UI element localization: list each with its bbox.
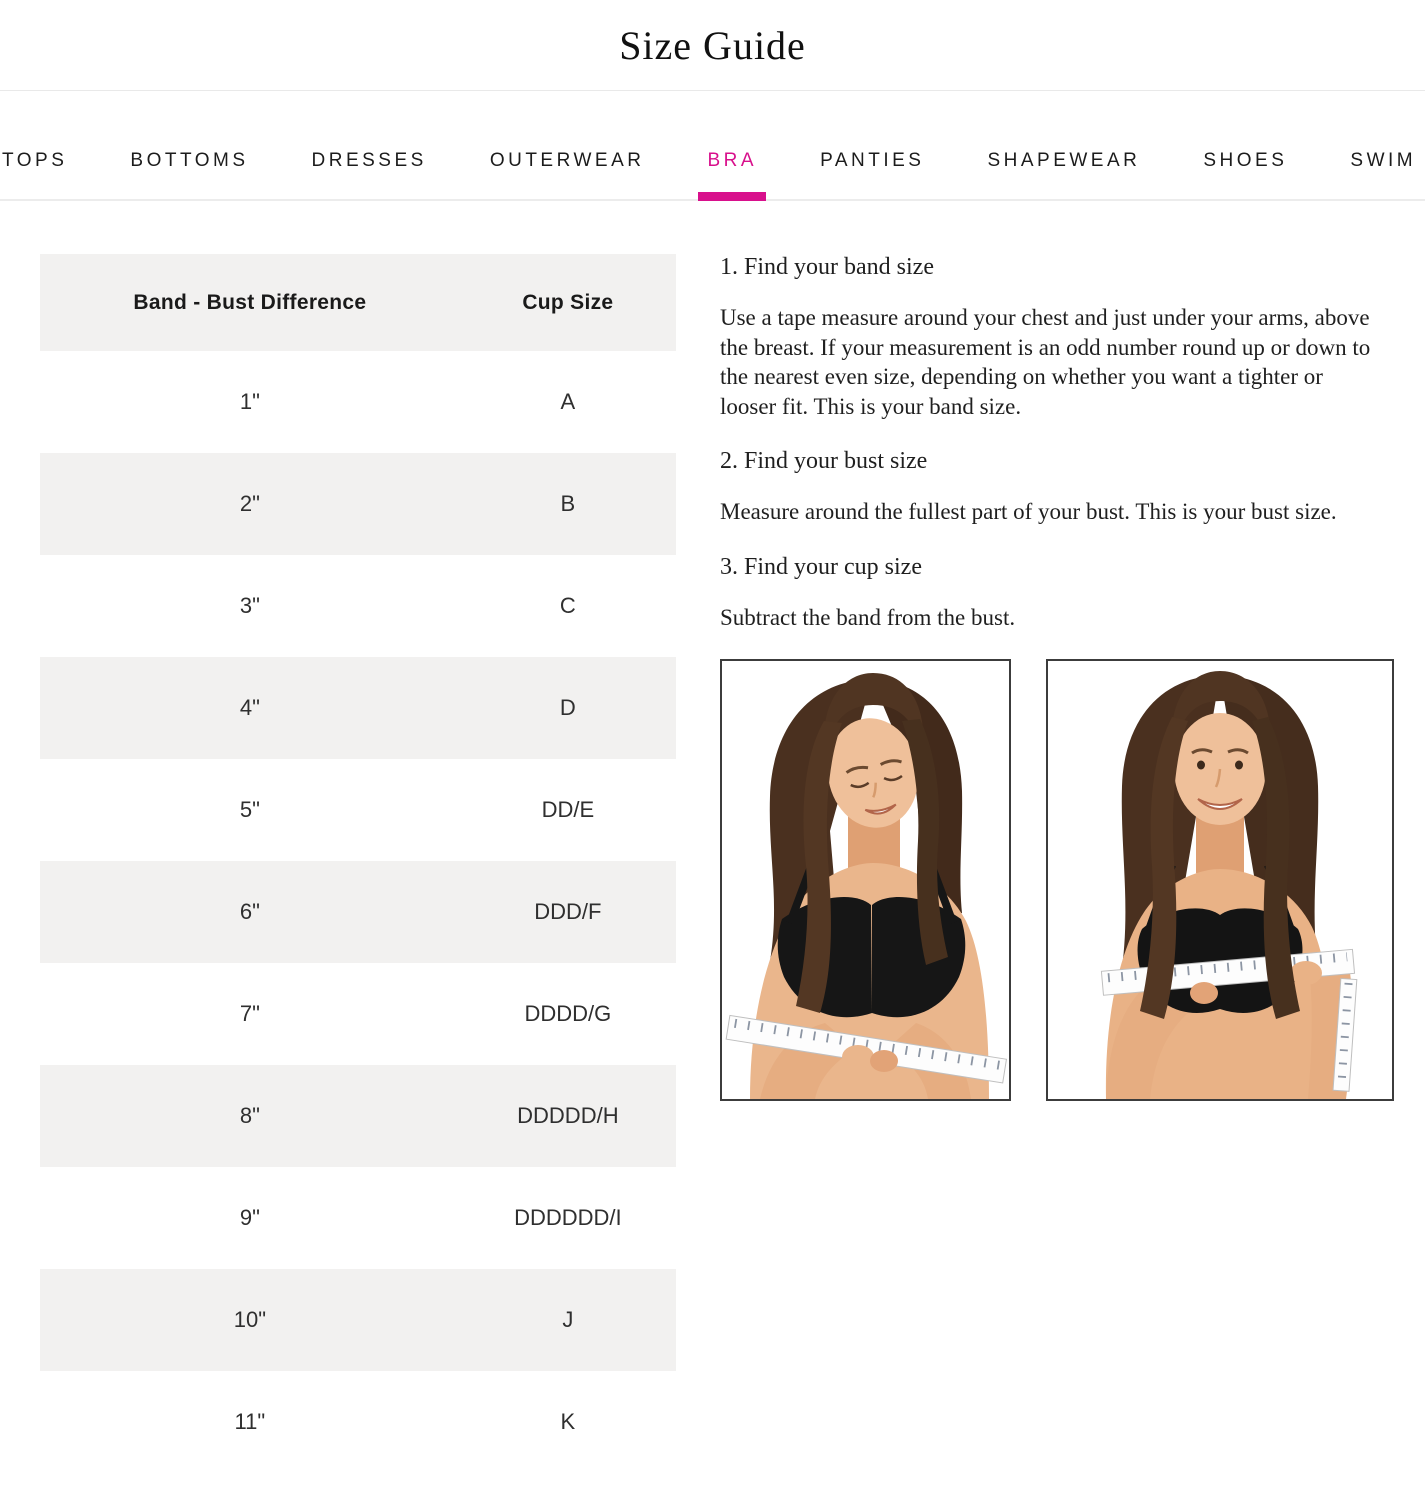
band-measurement-photo (720, 659, 1011, 1101)
measuring-photos (720, 659, 1400, 1101)
table-row (40, 351, 676, 453)
column-header-band-bust-difference: Band - Bust Difference (133, 290, 367, 314)
band-bust-difference-value: 7" (239, 1001, 260, 1026)
woman-measuring-bust-image (1048, 661, 1392, 1099)
table-row (40, 657, 676, 759)
step-3-heading: 3. Find your cup size (720, 553, 922, 580)
step-2-body: Measure around the fullest part of your bust. This is your bust size. (720, 499, 1337, 524)
cup-size-value: J (562, 1307, 574, 1332)
tab-dresses[interactable]: DRESSES (311, 150, 427, 171)
size-guide-content (0, 254, 1425, 1473)
cup-size-value: C (559, 593, 576, 618)
band-bust-difference-value: 9" (239, 1205, 260, 1230)
tab-bottoms[interactable]: BOTTOMS (130, 150, 249, 171)
measuring-instructions (720, 254, 1400, 1473)
cup-size-table (40, 254, 676, 1473)
step-1-heading: 1. Find your band size (720, 254, 934, 280)
cup-size-value: B (560, 491, 576, 516)
table-row (40, 555, 676, 657)
category-tabs-bar (0, 91, 1425, 201)
size-guide-header (0, 0, 1425, 91)
page-title: Size Guide (619, 22, 806, 68)
band-bust-difference-value: 10" (233, 1307, 267, 1332)
cup-size-value: DD/E (541, 797, 595, 822)
tab-outerwear[interactable]: OUTERWEAR (489, 150, 645, 171)
table-row (40, 1167, 676, 1269)
tab-tops[interactable]: TOPS (2, 150, 68, 171)
tab-shapewear[interactable]: SHAPEWEAR (987, 150, 1141, 171)
tab-bra[interactable]: BRA (707, 150, 758, 171)
band-bust-difference-value: 4" (239, 695, 260, 720)
cup-size-value: DDDDD/H (517, 1103, 619, 1128)
band-bust-difference-value: 11" (234, 1409, 266, 1434)
step-3-body: Subtract the band from the bust. (720, 604, 1016, 630)
table-row (40, 1371, 676, 1473)
band-bust-difference-value: 6" (239, 899, 260, 924)
band-bust-difference-value: 1" (239, 389, 260, 414)
cup-size-value: DDDDDD/I (514, 1205, 622, 1230)
table-row (40, 1269, 676, 1371)
band-bust-difference-value: 8" (239, 1103, 260, 1128)
band-bust-difference-value: 3" (239, 593, 260, 618)
step-2-heading: 2. Find your bust size (720, 448, 928, 474)
woman-measuring-band-image (722, 661, 1009, 1099)
table-header-row (40, 254, 676, 351)
cup-size-value: A (560, 389, 576, 414)
table-row (40, 759, 676, 861)
cup-size-value: K (560, 1409, 576, 1434)
table-body (40, 351, 676, 1473)
table-row (40, 861, 676, 963)
column-header-cup-size: Cup Size (522, 290, 614, 314)
bust-measurement-photo (1046, 659, 1394, 1101)
category-tabs (2, 150, 1416, 172)
table-row (40, 963, 676, 1065)
tab-shoes[interactable]: SHOES (1203, 150, 1288, 171)
cup-size-value: DDD/F (534, 899, 602, 924)
table-row (40, 1065, 676, 1167)
cup-size-value: DDDD/G (524, 1001, 612, 1026)
band-bust-difference-value: 2" (239, 491, 260, 516)
step-1-body: Use a tape measure around your chest and just under your arms, above the breast. If your measurement is an odd number round up or down to the nearest even size, depending on whether you want a tighter or looser fit. This is your band size. (720, 305, 1371, 419)
band-bust-difference-value: 5" (239, 797, 260, 822)
cup-size-value: D (559, 695, 576, 720)
table-row (40, 453, 676, 555)
tab-panties[interactable]: PANTIES (820, 150, 925, 171)
tab-swim[interactable]: SWIM (1350, 150, 1417, 171)
